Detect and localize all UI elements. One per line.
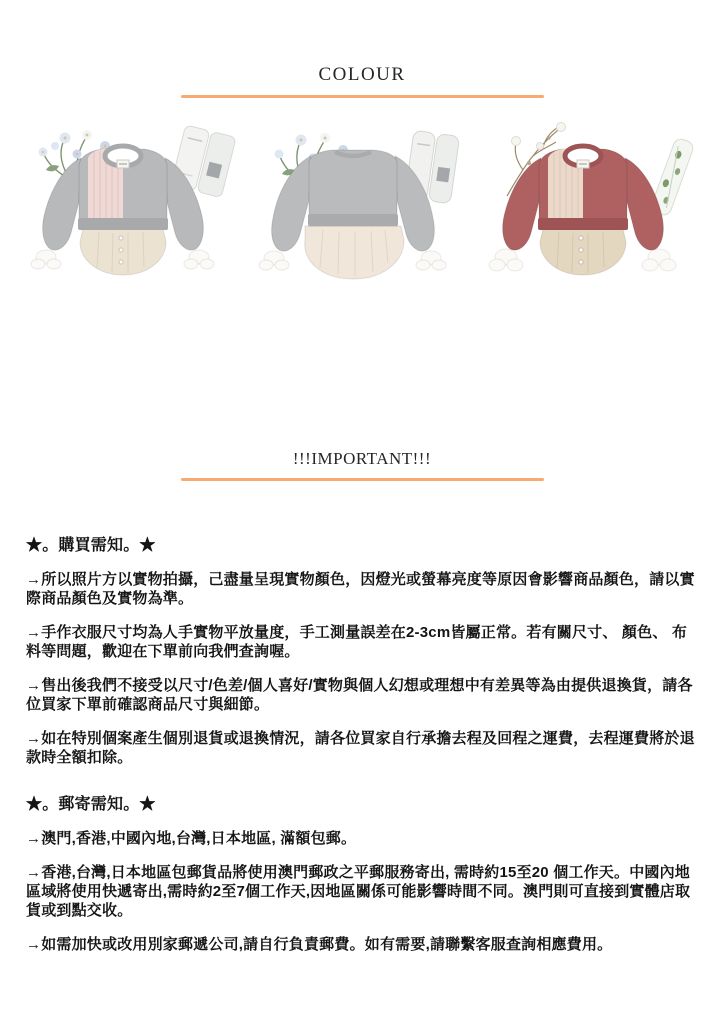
important-divider-line — [181, 478, 544, 481]
sweater-front — [489, 146, 676, 275]
colour-divider-line — [181, 95, 544, 98]
purchase-notice-item-2: →手作衣服尺寸均為人手實物平放量度，手工測量誤差在2-3cm皆屬正常。若有關尺寸、 顏色、 布料等問題，歡迎在下單前向我們查詢喔。 — [26, 624, 688, 660]
shirt-hem — [540, 229, 626, 275]
shipping-notice-title: ★。郵寄需知。★ — [26, 796, 156, 813]
important-section-heading: !!!IMPORTANT!!! — [292, 449, 432, 468]
purchase-notice-item-1: →所以照片方以實物拍攝，己盡量呈現實物顏色，因燈光或螢幕亮度等原因會影響商品顏色，請以實際商品顏色及實物為準。 — [26, 571, 695, 607]
colour-section-heading: COLOUR — [318, 64, 406, 85]
lace-cuff-right — [642, 249, 676, 271]
notices-block — [26, 536, 698, 954]
lace-cuff-left — [259, 251, 289, 270]
purchase-notice-item-3: →售出後我們不接受以尺寸/色差/個人喜好/實物與個人幻想或理想中有差異等為由提供退換貨，請各位買家下單前確認商品尺寸與細節。 — [26, 677, 693, 713]
lace-cuff-right — [416, 251, 446, 270]
product-colour-gallery — [0, 108, 724, 308]
sleeve-left — [43, 158, 81, 250]
hem-band — [308, 214, 398, 226]
product-photo-grey-back — [247, 108, 477, 308]
shipping-notice-item-2: →香港,台灣,日本地區包郵貨品將使用澳門郵政之平郵服務寄出, 需時約15至20 個工作天。中國內地區域將使用快遞寄出,需時約2至7個工作天,因地區關係可能影響時間不同。澳門則可直接到實體店取貨或到點交收。 — [26, 864, 691, 919]
purchase-notice-item-4: →如在特別個案產生個別退貨或退換情況，請各位買家自行承擔去程及回程之運費，去程運費將於退款時全額扣除。 — [26, 730, 695, 766]
shipping-notice-item-3: →如需加快或改用別家郵遞公司,請自行負責郵費。如有需要,請聯繫客服查詢相應費用。 — [26, 936, 613, 953]
hem-band — [78, 218, 168, 230]
lace-cuff-left — [31, 250, 61, 269]
lace-cuff-left — [489, 249, 523, 271]
shirt-tail — [305, 226, 404, 279]
sleeve-right — [625, 158, 663, 250]
hem-band — [538, 218, 628, 230]
purchase-notice-title: ★。購買需知。★ — [26, 537, 156, 554]
product-photo-grey-front — [17, 108, 247, 308]
shipping-notice-item-1: →澳門,香港,中國內地,台灣,日本地區, 滿額包郵。 — [26, 830, 357, 847]
shirt-hem — [80, 229, 166, 275]
lace-cuff-right — [184, 250, 214, 269]
product-photo-mauve-front — [477, 108, 707, 308]
